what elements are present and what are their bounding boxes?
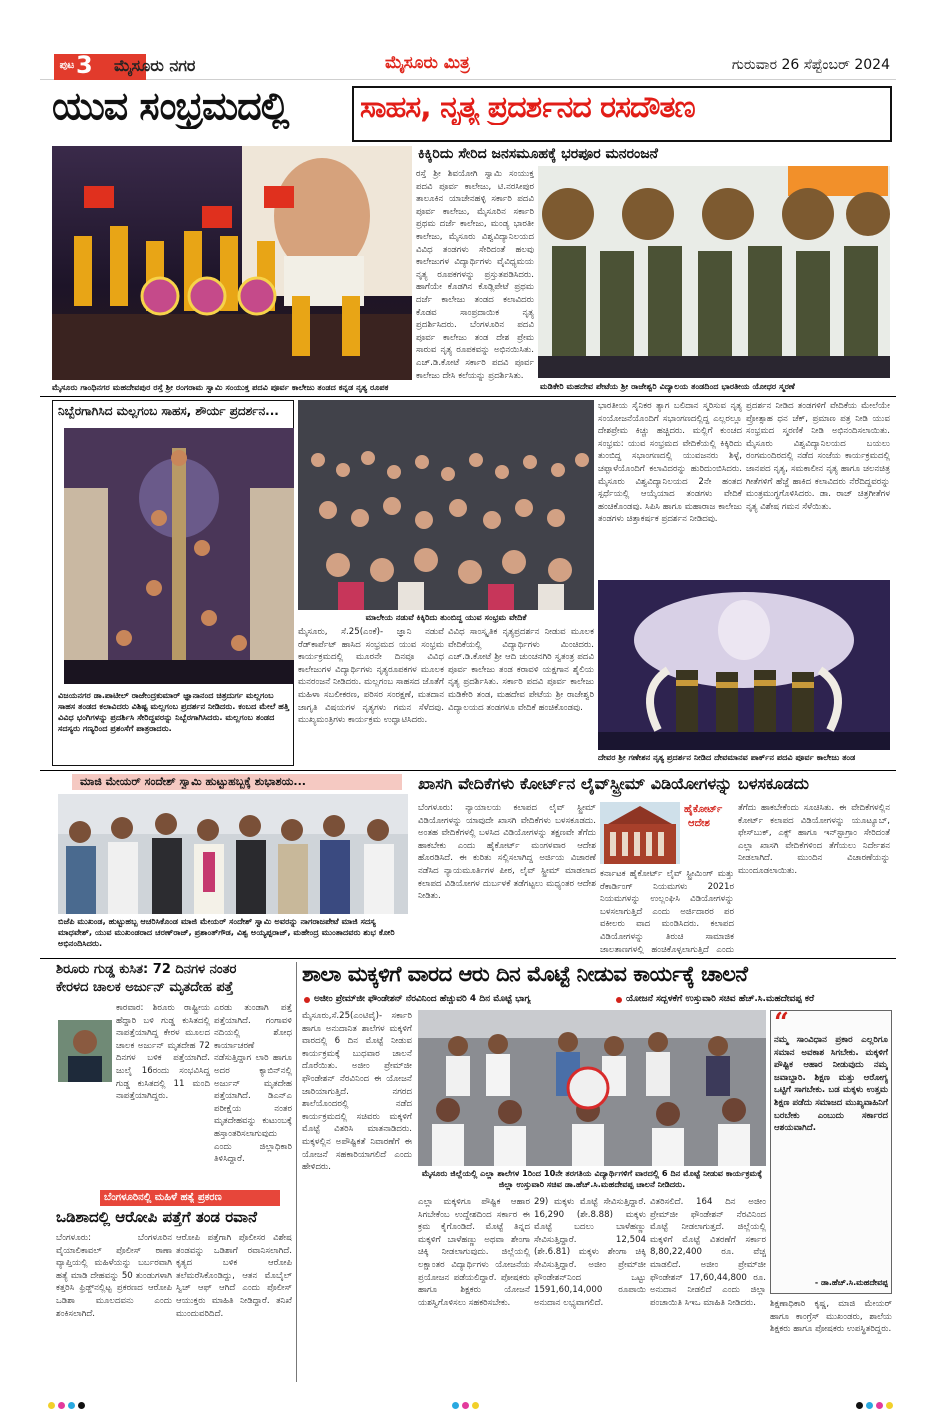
women-case-headline: ಒಡಿಶಾದಲ್ಲಿ ಆರೋಪಿ ಪತ್ತೆಗೆ ತಂಡ ರವಾನೆ [56, 1208, 258, 1226]
registration-mark-magenta-left [58, 1402, 65, 1409]
mallakamba-photo [64, 428, 294, 684]
registration-mark-black-left [78, 1402, 85, 1409]
obituary-column-2: ಎರಡು ತುಂಡಾಗಿ ಪತ್ತೆ ಪತ್ತೆಯಾಗಿದೆ. ಗಂಗಾವಳಿ ನದಿಯಲ್ಲಿ ಶೋಧ ಕಾರ್ಯಾಚರಣೆ ನಡೆಸುತ್ತಿದ್ದಾಗ ಲಾರಿ ಹಾಗೂ ಅದರ ಕ್ಯಾಬಿನ್‌ನಲ್ಲಿ ಅರ್ಜುನ್ ಮೃತದೇಹ ಪತ್ತೆಯಾಗಿದೆ. ಡಿಎನ್‌ಎ ಪರೀಕ್ಷೆಯ ನಂತರ ಮೃತದೇಹವನ್ನು ಕುಟುಂಬಕ್ಕೆ ಹಸ್ತಾಂತರಿಸಲಾಗುವುದು ಎಂದು ಜಿಲ್ಲಾಧಿಕಾರಿ ತಿಳಿಸಿದ್ದಾರೆ. [214, 1003, 292, 1165]
school-bullet-2-dot [616, 997, 622, 1003]
obituary-headline-line-1: ಶಿರೂರು ಗುಡ್ಡ ಕುಸಿತ: 72 ದಿನಗಳ ನಂತರ [56, 962, 237, 977]
lead-subhead: ಕಿಕ್ಕಿರಿದು ಸೇರಿದ ಜನಸಮೂಹಕ್ಕೆ ಭರಪೂರ ಮನರಂಜನೆ [418, 146, 658, 162]
rule-lead-bottom [40, 396, 896, 397]
page-number: 3 [76, 51, 93, 79]
page-label: ಪುಟ [59, 60, 75, 71]
women-case-kicker: ಬೆಂಗಳೂರಿನಲ್ಲಿ ಮಹಿಳೆ ಹತ್ಯೆ ಪ್ರಕರಣ [104, 1192, 222, 1203]
registration-mark-black-right [856, 1402, 863, 1409]
court-badge-bottom: ಆದೇಶ [688, 818, 710, 829]
school-column-2: ಎಲ್ಲಾ ಮಕ್ಕಳಿಗೂ ಪೌಷ್ಟಿಕ ಆಹಾರ ಸಿಗಬೇಕೆಂಬ ಉದ್ದೇಶದಿಂದ ಸರ್ಕಾರ ಈ ಕ್ರಮ ಕೈಗೊಂಡಿದೆ. ಮೊಟ್ಟೆ ತಿನ್ನದ ಮಕ್ಕಳಿಗೆ ಬಾಳೆಹಣ್ಣು ಅಥವಾ ಶೇಂಗಾ ಚಿಕ್ಕಿ ನೀಡಲಾಗುವುದು. ಜಿಲ್ಲೆಯಲ್ಲಿ ಲಕ್ಷಾಂತರ ವಿದ್ಯಾರ್ಥಿಗಳು ಯೋಜನೆಯ ಪ್ರಯೋಜನ ಪಡೆಯಲಿದ್ದಾರೆ. ಪೋಷಕರು ಹಾಗೂ ಶಿಕ್ಷಕರು ಯೋಜನೆ ಯಶಸ್ವಿಗೊಳಿಸಲು ಸಹಕರಿಸಬೇಕು. [418, 1197, 530, 1308]
rule-lower [40, 958, 896, 959]
lead-column-2: ಭಾರತೀಯ ಸೈನಿಕರ ತ್ಯಾಗ ಬಲಿದಾನ ಸ್ಮರಿಸುವ ನೃತ್ಯ ಸಂಯೋಜನೆಯೊಂದಿಗೆ ಸಭಾಂಗಣದಲ್ಲಿದ್ದ ಎಲ್ಲರಲ್ಲೂ ದೇಶಪ್ರೇಮ ಕಿಚ್ಚು ಹಚ್ಚಿದರು. ಮಲ್ಲಿಗೆ ಕುಂಚದ ಸಂಭ್ರಮ: ಯುವ ಸಂಭ್ರಮದ ವೇದಿಕೆಯಲ್ಲಿ ಕಿಕ್ಕಿರಿದು ತುಂಬಿದ್ದ ಸಭಾಂಗಣದಲ್ಲಿ ಯುವಜನರು ಶಿಳ್ಳೆ, ಚಪ್ಪಾಳೆಯೊಂದಿಗೆ ಕಲಾವಿದರನ್ನು ಹುರಿದುಂಬಿಸಿದರು. ಮೈಸೂರು ವಿಶ್ವವಿದ್ಯಾನಿಲಯದ 2ನೇ ಹಂತದ ಸ್ಪರ್ಧೆಯಲ್ಲಿ ಆಯ್ಕೆಯಾದ ತಂಡಗಳು ವೇದಿಕೆ ಹಂಚಿಕೊಂಡವು. ಸಿಪಿಸಿ ಹಾಗೂ ಮಹಾರಾಜ ಕಾಲೇಜು ತಂಡಗಳು ಚಿತ್ತಾಕರ್ಷಕ ಪ್ರದರ್ಶನ ನೀಡಿದವು. [598, 401, 742, 525]
school-egg-photo-art [418, 1010, 766, 1166]
mallakamba-caption: ವಿಜಯನಗರ ಡಾ.ಪಾಟೀಲ್ ರಾಜೇಂದ್ರಕುಮಾರ್ ಜ್ಞಾನಾನಂದ ಚಿತ್ರದುರ್ಗ ಮಲ್ಲಗಂಬ ಸಾಹಸ ತಂಡದ ಕಲಾವಿದರು ವಿಶಿಷ್ಟ ಮಲ್ಲಗಂಬ ಪ್ರದರ್ಶನ ನೀಡಿದರು. ಕಂಬದ ಮೇಲೆ ಹತ್ತಿ ವಿವಿಧ ಭಂಗಿಗಳನ್ನು ಪ್ರದರ್ಶಿಸಿ ಸೇರಿದ್ದವರನ್ನು ನಿಬ್ಬೆರಗಾಗಿಸಿದರು. ಮಲ್ಲಗಂಬ ತಂಡದ ಸದಸ್ಯರು ಗಣ್ಯರಿಂದ ಪ್ರಶಂಸೆಗೆ ಪಾತ್ರರಾದರು. [58, 690, 289, 733]
birthday-title: ಮಾಜಿ ಮೇಯರ್ ಸಂದೇಶ್ ಸ್ವಾಮಿ ಹುಟ್ಟುಹಬ್ಬಕ್ಕೆ ಶುಭಾಶಯ... [80, 775, 306, 788]
school-column-3: 29) ಮಕ್ಕಳು ಮೊಟ್ಟೆ ಸೇವಿಸುತ್ತಿದ್ದಾರೆ. 16,290 (ಶೇ.8.88) ಮಕ್ಕಳು ಮೊಟ್ಟೆ ಬದಲು ಬಾಳೆಹಣ್ಣು ಸೇವಿಸುತ್ತಿದ್ದಾರೆ. 12,504 (ಶೇ.6.81) ಮಕ್ಕಳು ಶೇಂಗಾ ಚಿಕ್ಕಿ ಸೇವಿಸುತ್ತಿದ್ದಾರೆ. ಅಜೀಂ ಪ್ರೇಮ್‌ಜೀ ಫೌಂಡೇಶನ್‌ನಿಂದ ಒಟ್ಟು 1591,60,14,000 ರೂಪಾಯಿ ಅನುದಾನ ಲಭ್ಯವಾಗಲಿದೆ. [534, 1197, 646, 1308]
mallakamba-title: ನಿಬ್ಬೆರಗಾಗಿಸಿದ ಮಲ್ಲಗಂಬ ಸಾಹಸ, ಶೌರ್ಯ ಪ್ರದರ್ಶನ... [58, 404, 279, 418]
ganesha-dance-photo [598, 580, 890, 750]
school-headline: ಶಾಲಾ ಮಕ್ಕಳಿಗೆ ವಾರದ ಆರು ದಿನ ಮೊಟ್ಟೆ ನೀಡುವ ಕಾರ್ಯಕ್ಕೆ ಚಾಲನೆ [302, 962, 748, 986]
section-name: ಮೈಸೂರು ನಗರ [114, 56, 196, 75]
court-headline: ಖಾಸಗಿ ವೇದಿಕೆಗಳು ಕೋರ್ಟ್‌ನ ಲೈವ್‌ಸ್ಟ್ರೀಮ್ ವಿಡಿಯೋಗಳನ್ನು ಬಳಸಕೂಡದು [418, 774, 809, 793]
registration-mark-yellow-right [886, 1402, 893, 1409]
rule-vertical-lower [296, 962, 297, 1382]
high-court-photo [600, 802, 680, 864]
dance-photo-yellow-troupe [52, 146, 412, 380]
school-column-1: ಮೈಸೂರು,ಸೆ.25(ಎಂಟಿವೈ)- ಸರ್ಕಾರಿ ಹಾಗೂ ಅನುದಾನಿತ ಶಾಲೆಗಳ ಮಕ್ಕಳಿಗೆ ವಾರದಲ್ಲಿ 6 ದಿನ ಮೊಟ್ಟೆ ನೀಡುವ ಕಾರ್ಯಕ್ರಮಕ್ಕೆ ಬುಧವಾರ ಚಾಲನೆ ದೊರೆಯಿತು. ಅಜೀಂ ಪ್ರೇಮ್‌ಜೀ ಫೌಂಡೇಶನ್ ನೆರವಿನಿಂದ ಈ ಯೋಜನೆ ಜಾರಿಯಾಗುತ್ತಿದೆ. ನಗರದ ಶಾಲೆಯೊಂದರಲ್ಲಿ ನಡೆದ ಕಾರ್ಯಕ್ರಮದಲ್ಲಿ ಸಚಿವರು ಮಕ್ಕಳಿಗೆ ಮೊಟ್ಟೆ ವಿತರಿಸಿ ಮಾತನಾಡಿದರು. ಮಕ್ಕಳಲ್ಲಿನ ಅಪೌಷ್ಟಿಕತೆ ನಿವಾರಣೆಗೆ ಈ ಯೋಜನೆ ಸಹಕಾರಿಯಾಗಲಿದೆ ಎಂದು ಹೇಳಿದರು. [302, 1011, 412, 1173]
crowd-photo-caption: ಮಾಲೇಯ ನಡುವೆ ಕಿಕ್ಕಿರಿದು ತುಂಬಿದ್ದ ಯುವ ಸಂಭ್ರಮ ವೇದಿಕೆ [365, 612, 527, 622]
crowd-photo-art [298, 400, 594, 610]
obituary-column-1: ಕಾರವಾರ: ಶಿರೂರು ರಾಷ್ಟ್ರೀಯ ಹೆದ್ದಾರಿ ಬಳಿ ಗುಡ್ಡ ಕುಸಿತದಲ್ಲಿ ನಾಪತ್ತೆಯಾಗಿದ್ದ ಕೇರಳ ಮೂಲದ ಚಾಲಕ ಅರ್ಜುನ್ ಮೃತದೇಹ 72 ದಿನಗಳ ಬಳಿಕ ಪತ್ತೆಯಾಗಿದೆ. ಜುಲೈ 16ರಂದು ಸಂಭವಿಸಿದ್ದ ಗುಡ್ಡ ಕುಸಿತದಲ್ಲಿ 11 ಮಂದಿ ನಾಪತ್ತೆಯಾಗಿದ್ದರು. [116, 1003, 210, 1102]
arjun-portrait-art [58, 1020, 112, 1082]
registration-mark-cyan-center [452, 1402, 459, 1409]
crowd-column-2: ವಿವಿಧ ಸಾಂಸ್ಕೃತಿಕ ನೃತ್ಯಪ್ರದರ್ಶನ ನೀಡುವ ಮೂಲಕ ವೇದಿಕೆಯಲ್ಲಿ ವಿದ್ಯಾರ್ಥಿಗಳು ಮಿಂಚಿದರು. ಎಚ್.ಡಿ.ಕೋಟೆ ಶ್ರೀ ಆದಿ ಚುಂಚನಗಿರಿ ಸ್ವತಂತ್ರ ಪದವಿ ಪೂರ್ವ ಕಾಲೇಜು ತಂಡ ಕರಾವಳಿ ಯಕ್ಷಗಾನ ಶೈಲಿಯ ನೃತ್ಯ ಪ್ರದರ್ಶಿಸಿತು. ಸರ್ಕಾರಿ ಪದವಿ ಪೂರ್ವ ಕಾಲೇಜು ಮಡಿಕೇರಿ ತಂಡ, ಮಹದೇವ ಪೇಟೆಯ ಶ್ರೀ ರಾಜೇಶ್ವರಿ ವಿದ್ಯಾಲಯದ ತಂಡಗಳೂ ವೇದಿಕೆ ಹಂಚಿಕೊಂಡವು. [448, 627, 594, 713]
dance-photo-soldiers [538, 166, 890, 378]
arjun-portrait [58, 1020, 112, 1082]
mallakamba-photo-art [64, 428, 294, 684]
registration-mark-yellow-center [472, 1402, 479, 1409]
women-case-column-1: ಬೆಂಗಳೂರು: ಬೆಂಗಳೂರಿನ ವೈಯಾಲಿಕಾವಲ್ ಪೊಲೀಸ್ ಠಾಣಾ ವ್ಯಾಪ್ತಿಯಲ್ಲಿ ಮಹಿಳೆಯನ್ನು ಬರ್ಬರವಾಗಿ ಹತ್ಯೆ ಮಾಡಿ ದೇಹವನ್ನು 50 ತುಂಡುಗಳಾಗಿ ಕತ್ತರಿಸಿ ಫ್ರಿಡ್ಜ್‌ನಲ್ಲಿಟ್ಟ ಪ್ರಕರಣದ ಆರೋಪಿ ಒಡಿಶಾ ಮೂಲದವನು ಎಂದು ಶಂಕಿಸಲಾಗಿದೆ. [56, 1233, 172, 1319]
registration-mark-yellow-left [48, 1402, 55, 1409]
crowd-photo [298, 400, 594, 610]
school-column-4: ವಿತರಿಸಲಿದೆ. 164 ದಿನ ಅಜೀಂ ಪ್ರೇಮ್‌ಜೀ ಫೌಂಡೇಶನ್ ನೆರವಿನಿಂದ ಮೊಟ್ಟೆ ನೀಡಲಾಗುತ್ತದೆ. ಜಿಲ್ಲೆಯಲ್ಲಿ ಮಕ್ಕಳಿಗೆ ಮೊಟ್ಟೆ ವಿತರಣೆಗೆ ಸರ್ಕಾರ 8,80,22,400 ರೂ. ವೆಚ್ಚ ಮಾಡಲಿದೆ. ಅಜೀಂ ಪ್ರೇಮ್‌ಜೀ ಫೌಂಡೇಶನ್ 17,60,44,800 ರೂ. ಅನುದಾನ ನೀಡಲಿದೆ ಎಂದು ಜಿಲ್ಲಾ ಪಂಚಾಯಿತಿ ಸಿಇಒ ಮಾಹಿತಿ ನೀಡಿದರು. [650, 1197, 766, 1308]
lead-headline [52, 84, 892, 146]
obituary-headline-line-2: ಕೇರಳದ ಚಾಲಕ ಅರ್ಜುನ್ ಮೃತದೇಹ ಪತ್ತೆ [56, 980, 234, 995]
court-column-1: ಬೆಂಗಳೂರು: ನ್ಯಾಯಾಲಯ ಕಲಾಪದ ಲೈವ್ ಸ್ಟ್ರೀಮ್ ವಿಡಿಯೋಗಳನ್ನು ಯಾವುದೇ ಖಾಸಗಿ ವೇದಿಕೆಗಳು ಬಳಸಕೂಡದು. ಅಂತಹ ವೇದಿಕೆಗಳಲ್ಲಿ ಬಳಸಿದ ವಿಡಿಯೋಗಳನ್ನು ತಕ್ಷಣವೇ ತೆಗೆದು ಹಾಕಬೇಕು ಎಂದು ಹೈಕೋರ್ಟ್ ಮಂಗಳವಾರ ಆದೇಶ ಹೊರಡಿಸಿದೆ. ಈ ಕುರಿತು ಸಲ್ಲಿಸಲಾಗಿದ್ದ ಅರ್ಜಿಯ ವಿಚಾರಣೆ ನಡೆಸಿದ ನ್ಯಾಯಮೂರ್ತಿಗಳ ಪೀಠ, ಲೈವ್ ಸ್ಟ್ರೀಮ್ ಮಾಡಲಾದ ಕಲಾಪದ ವಿಡಿಯೋಗಳ ದುರ್ಬಳಕೆ ತಡೆಗಟ್ಟಲು ಮಧ್ಯಂತರ ಆದೇಶ ನೀಡಿತು. [418, 803, 596, 902]
quote-mark-icon: “ [774, 1008, 789, 1038]
registration-mark-cyan-right [866, 1402, 873, 1409]
school-column-5: ಶಿಕ್ಷಣಾಧಿಕಾರಿ ಕೃಷ್ಣ, ಮಾಜಿ ಮೇಯರ್ ಹಾಗೂ ಕಾಂಗ್ರೆಸ್ ಮುಖಂಡರು, ಶಾಲೆಯ ಶಿಕ್ಷಕರು ಹಾಗೂ ಪೋಷಕರು ಉಪಸ್ಥಿತರಿದ್ದರು. [770, 1299, 892, 1335]
birthday-title-bar [52, 772, 408, 792]
crowd-column-1: ಮೈಸೂರು, ಸೆ.25(ಎಂಕೆ)- ಜ್ಞಾನಿ ನಡುವೆ ರೆಡ್‌ಕಾರ್ಪೆಟ್ ಹಾಸಿದ ಸಂಭ್ರಮದ ಯುವ ಸಂಭ್ರಮ ಕಾರ್ಯಕ್ರಮದಲ್ಲಿ ಮೂರನೇ ದಿನವೂ ವಿವಿಧ ಕಾಲೇಜುಗಳ ವಿದ್ಯಾರ್ಥಿಗಳು ನೃತ್ಯರೂಪಕಗಳ ಮೂಲಕ ಮನರಂಜನೆ ನೀಡಿದರು. ಮಲ್ಲಗಂಬ ಸಾಹಸದ ಜೊತೆಗೆ ಮಹಿಳಾ ಸಬಲೀಕರಣ, ಪರಿಸರ ಸಂರಕ್ಷಣೆ, ಮತದಾನ ಜಾಗೃತಿ ವಿಷಯಗಳ ನೃತ್ಯಗಳು ಗಮನ ಸೆಳೆದವು. ಮುಖ್ಯಮಂತ್ರಿಗಳು ಕಾರ್ಯಕ್ರಮ ಉದ್ಘಾಟಿಸಿದರು. [298, 627, 444, 726]
court-badge-top: ಹೈಕೋರ್ಟ್ [684, 804, 723, 815]
issue-date: ಗುರುವಾರ 26 ಸೆಪ್ಟೆಂಬರ್ 2024 [731, 57, 890, 73]
minister-quote: ನಮ್ಮ ಸಾಂವಿಧಾನ ಪ್ರಕಾರ ಎಲ್ಲರಿಗೂ ಸಮಾನ ಅವಕಾಶ ಸಿಗಬೇಕು. ಮಕ್ಕಳಿಗೆ ಪೌಷ್ಟಿಕ ಆಹಾರ ನೀಡುವುದು ನಮ್ಮ ಜವಾಬ್ದಾರಿ. ಶಿಕ್ಷಣ ಮತ್ತು ಆರೋಗ್ಯ ಒಟ್ಟಿಗೆ ಸಾಗಬೇಕು. ಬಡ ಮಕ್ಕಳು ಉತ್ತಮ ಶಿಕ್ಷಣ ಪಡೆದು ಸಮಾಜದ ಮುಖ್ಯವಾಹಿನಿಗೆ ಬರಬೇಕು ಎಂಬುದು ಸರ್ಕಾರದ ಆಶಯವಾಗಿದೆ. [774, 1035, 888, 1134]
court-column-3: ತೆಗೆದು ಹಾಕಬೇಕೆಂದು ಸೂಚಿಸಿತು. ಈ ವೇದಿಕೆಗಳಲ್ಲಿನ ಕೋರ್ಟ್ ಕಲಾಪದ ವಿಡಿಯೋಗಳನ್ನು ಯೂಟ್ಯೂಬ್, ಫೇಸ್‌ಬುಕ್, ಎಕ್ಸ್ ಹಾಗೂ ಇನ್‌ಸ್ಟಾಗ್ರಾಂ ಸೇರಿದಂತೆ ಎಲ್ಲಾ ಖಾಸಗಿ ವೇದಿಕೆಗಳಿಂದ ತೆಗೆಯಲು ನಿರ್ದೇಶನ ನೀಡಲಾಗಿದೆ. ಮುಂದಿನ ವಿಚಾರಣೆಯನ್ನು ಮುಂದೂಡಲಾಯಿತು. [738, 803, 890, 876]
minister-quote-author: - ಡಾ.ಹೆಚ್.ಸಿ.ಮಹದೇವಪ್ಪ [814, 1278, 888, 1287]
school-egg-photo [418, 1010, 766, 1166]
school-bullet-1: ಅಜೀಂ ಪ್ರೇಮ್‌ಜೀ ಫೌಂಡೇಶನ್ ನೆರವಿನಿಂದ ಹೆಚ್ಚುವರಿ 4 ದಿನ ಮೊಟ್ಟೆ ಭಾಗ್ಯ [314, 994, 531, 1004]
registration-mark-magenta-right [876, 1402, 883, 1409]
birthday-group-photo [58, 794, 408, 914]
ganesha-dance-photo-art [598, 580, 890, 750]
court-column-2: ಕರ್ನಾಟಕ ಹೈಕೋರ್ಟ್ ಲೈವ್ ಸ್ಟ್ರೀಮಿಂಗ್ ಮತ್ತು ರೆಕಾರ್ಡಿಂಗ್ ನಿಯಮಗಳು 2021ರ ನಿಯಮಗಳನ್ನು ಉಲ್ಲಂಘಿಸಿ ವಿಡಿಯೋಗಳನ್ನು ಬಳಸಲಾಗುತ್ತಿದೆ ಎಂದು ಅರ್ಜಿದಾರರ ಪರ ವಕೀಲರು ವಾದ ಮಂಡಿಸಿದರು. ಕಲಾಪದ ವಿಡಿಯೋಗಳನ್ನು ತಿರುಚಿ ಸಾಮಾಜಿಕ ಜಾಲತಾಣಗಳಲ್ಲಿ ಹಂಚಿಕೊಳ್ಳಲಾಗುತ್ತಿದೆ ಎಂದು [600, 869, 734, 954]
lead-headline-black: ಯುವ ಸಂಭ್ರಮದಲ್ಲಿ [52, 84, 289, 128]
school-egg-photo-caption: ಮೈಸೂರು ಜಿಲ್ಲೆಯಲ್ಲಿ ಎಲ್ಲಾ ಶಾಲೆಗಳ 1ರಿಂದ 10ನೇ ತರಗತಿಯ ವಿದ್ಯಾರ್ಥಿಗಳಿಗೆ ವಾರದಲ್ಲಿ 6 ದಿನ ಮೊಟ್ಟೆ ನೀಡುವ ಕಾರ್ಯಕ್ರಮಕ್ಕೆ ಜಿಲ್ಲಾ ಉಸ್ತುವಾರಿ ಸಚಿವ ಡಾ.ಹೆಚ್.ಸಿ.ಮಹದೇವಪ್ಪ ಚಾಲನೆ ನೀಡಿದರು. [421, 1168, 763, 1189]
school-bullet-2: ಯೋಜನೆ ಸದ್ಬಳಕೆಗೆ ಉಸ್ತುವಾರಿ ಸಚಿವ ಹೆಚ್.ಸಿ.ಮಹದೇವಪ್ಪ ಕರೆ [626, 994, 815, 1004]
masthead: ಮೈಸೂರು ಮಿತ್ರ [385, 53, 470, 73]
high-court-building-art [600, 802, 680, 864]
dance-photo-soldiers-caption: ಮಡಿಕೇರಿ ಮಹದೇವ ಪೇಟೆಯ ಶ್ರೀ ರಾಜೇಶ್ವರಿ ವಿದ್ಯಾಲಯ ತಂಡದಿಂದ ಭಾರತೀಯ ಯೋಧರ ಸ್ಮರಣೆ [540, 381, 795, 391]
birthday-caption: ಬಿಜೆಪಿ ಮುಖಂಡ, ಹುಟ್ಟುಹಬ್ಬ ಆಚರಿಸಿಕೊಂಡ ಮಾಜಿ ಮೇಯರ್ ಸಂದೇಶ್ ಸ್ವಾಮಿ ಅವರನ್ನು ನಾಗರಾಜಪೇಟೆ ಮಾಜಿ ಸದಸ್ಯ ಮಾಧವೇಶ್, ಯುವ ಮುಖಂಡರಾದ ಚರಣ್‌ರಾಜ್, ಪ್ರಶಾಂತ್‌ಗೌಡ, ವಿಶ್ವ ಅಯ್ಯಪ್ಪರಾಜ್, ಮಹೇಂದ್ರ ಮುಂತಾದವರು ಶುಭ ಕೋರಿ ಅಭಿನಂದಿಸಿದರು. [58, 916, 395, 948]
dance-photo-yellow-art [52, 146, 412, 380]
dance-photo-soldiers-art [538, 166, 890, 378]
registration-mark-cyan-left [68, 1402, 75, 1409]
lead-column-1: ರಸ್ತೆ ಶ್ರೀ ಶಿವಯೋಗಿ ಸ್ವಾಮಿ ಸಂಯುಕ್ತ ಪದವಿ ಪೂರ್ವ ಕಾಲೇಜು, ಟಿ.ನರಸೀಪುರ ತಾಲೂಕಿನ ಯಾಚೇನಹಳ್ಳಿ ಸರ್ಕಾರಿ ಪದವಿ ಪೂರ್ವ ಕಾಲೇಜು, ಮೈಸೂರಿನ ಸರ್ಕಾರಿ ಪ್ರಥಮ ದರ್ಜೆ ಕಾಲೇಜು, ಮಂಡ್ಯ ಭಾರತೀ ಕಾಲೇಜು, ಮೈಸೂರು ವಿಶ್ವವಿದ್ಯಾನಿಲಯದ ವಿವಿಧ ತಂಡಗಳು ಸೇರಿದಂತೆ ಹಲವು ಕಾಲೇಜುಗಳ ವಿದ್ಯಾರ್ಥಿಗಳು ವೈವಿಧ್ಯಮಯ ನೃತ್ಯ ರೂಪಕಗಳನ್ನು ಪ್ರಸ್ತುತಪಡಿಸಿದರು. ಹಾಗೆಯೇ ಕೊಡಗಿನ ಕೊಡ್ಲಿಪೇಟೆ ಪ್ರಥಮ ದರ್ಜೆ ಕಾಲೇಜು ತಂಡದ ಕಲಾವಿದರು ಕೊಡವ ಸಾಂಪ್ರದಾಯಿಕ ನೃತ್ಯ ಪ್ರದರ್ಶಿಸಿದರು. ಬೆಂಗಳೂರಿನ ಪದವಿ ಪೂರ್ವ ಕಾಲೇಜು ತಂಡ ದೇಶ ಪ್ರೇಮ ಸಾರುವ ನೃತ್ಯ ರೂಪಕವನ್ನು ಅಭಿನಯಿಸಿತು. ಎಚ್.ಡಿ.ಕೋಟೆ ಸರ್ಕಾರಿ ಪದವಿ ಪೂರ್ವ ಕಾಲೇಜು ದೇಸಿ ಕಲೆಯನ್ನು ಪ್ರದರ್ಶಿಸಿತು. [416, 169, 534, 381]
women-case-column-2: ಆರೋಪಿ ಪತ್ತೆಗಾಗಿ ಪೊಲೀಸರ ವಿಶೇಷ ತಂಡವನ್ನು ಒಡಿಶಾಗೆ ರವಾನಿಸಲಾಗಿದೆ. ಕೃತ್ಯದ ಬಳಿಕ ಆರೋಪಿ ತಲೆಮರೆಸಿಕೊಂಡಿದ್ದು, ಆತನ ಮೊಬೈಲ್ ಸ್ವಿಚ್ ಆಫ್ ಆಗಿದೆ ಎಂದು ಪೊಲೀಸ್ ಆಯುಕ್ತರು ಮಾಹಿತಿ ನೀಡಿದ್ದಾರೆ. ತನಿಖೆ ಮುಂದುವರಿದಿದೆ. [176, 1233, 292, 1319]
lead-headline-red: ಸಾಹಸ, ನೃತ್ಯ ಪ್ರದರ್ಶನದ ರಸದೌತಣ [360, 90, 695, 125]
page-header [40, 48, 896, 80]
birthday-group-photo-art [58, 794, 408, 914]
lead-column-3: ಪ್ರದರ್ಶನ ನೀಡಿದ ತಂಡಗಳಿಗೆ ವೇದಿಕೆಯ ಮೇಲೆಯೇ ಪ್ರೋತ್ಸಾಹ ಧನ ಚೆಕ್, ಪ್ರಮಾಣ ಪತ್ರ ನೀಡಿ ಯುವ ಸಂಭ್ರಮದ ಸ್ಮರಣಿಕೆ ನೀಡಿ ಅಭಿನಂದಿಸಲಾಯಿತು. ಮೈಸೂರು ವಿಶ್ವವಿದ್ಯಾನಿಲಯದ ಬಯಲು ರಂಗಮಂದಿರದಲ್ಲಿ ನಡೆದ ಸಂಜೆಯ ಕಾರ್ಯಕ್ರಮದಲ್ಲಿ ಜಾನಪದ ನೃತ್ಯ, ಸಮಕಾಲೀನ ನೃತ್ಯ ಹಾಗೂ ಚಲನಚಿತ್ರ ಗೀತೆಗಳಿಗೆ ಹೆಜ್ಜೆ ಹಾಕಿದ ಕಲಾವಿದರು ನೆರೆದಿದ್ದವರನ್ನು ಮಂತ್ರಮುಗ್ಧಗೊಳಿಸಿದರು. ಡಾ. ರಾಜ್ ಚಿತ್ರಗೀತೆಗಳ ನೃತ್ಯ ವಿಶೇಷ ಗಮನ ಸೆಳೆಯಿತು. [746, 401, 890, 512]
ganesha-dance-caption: ದೇವರ ಶ್ರೀ ಗಣೇಶನ ನೃತ್ಯ ಪ್ರದರ್ಶನ ನೀಡಿದ ದೇವಮಾನವ ಪಾರ್ಕ್‌ನ ಪದವಿ ಪೂರ್ವ ಕಾಲೇಜು ತಂಡ [598, 752, 856, 762]
dance-photo-yellow-caption: ಮೈಸೂರು ಗಾಂಧಿನಗರ ಮಹದೇವಪುರ ರಸ್ತೆ ಶ್ರೀ ರಂಗರಾಮ ಸ್ವಾಮಿ ಸಂಯುಕ್ತ ಪದವಿ ಪೂರ್ವ ಕಾಲೇಜು ತಂಡದ ಕನ್ನಡ ನೃತ್ಯ ರೂಪಕ [52, 382, 389, 392]
registration-mark-magenta-center [462, 1402, 469, 1409]
school-bullet-1-dot [304, 997, 310, 1003]
rule-middle [40, 770, 896, 771]
